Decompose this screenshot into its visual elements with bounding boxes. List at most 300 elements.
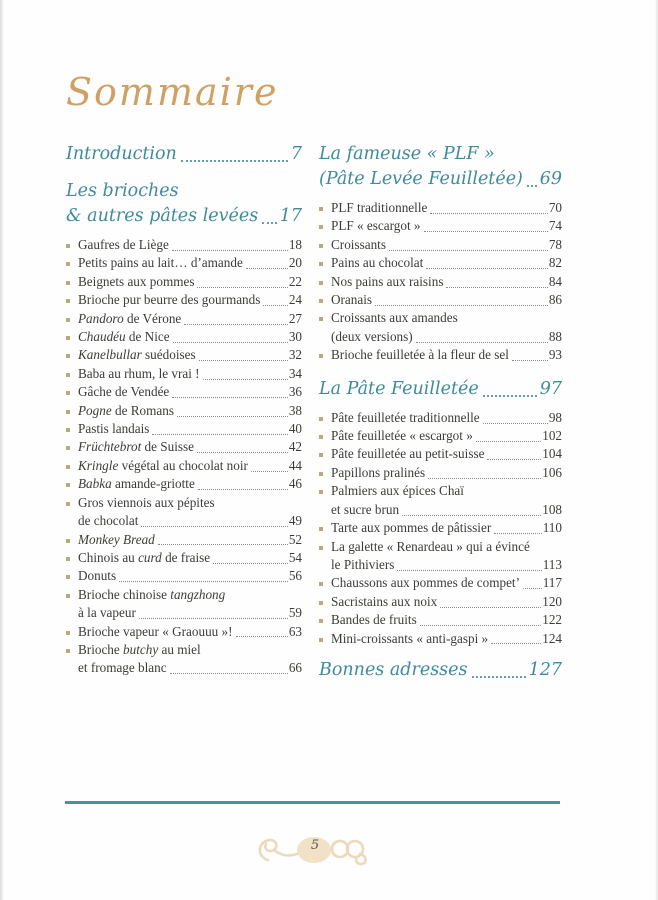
entry-label: Les brioches (66, 181, 179, 201)
dot-leader (476, 441, 541, 442)
toc-item-body (331, 593, 562, 611)
bullet-icon (319, 546, 323, 550)
bullet-icon (66, 391, 70, 395)
bullet-icon (66, 446, 70, 450)
dot-leader (424, 231, 548, 232)
toc-item-line (78, 531, 302, 549)
entry-label: Pâte feuilletée au petit-suisse (331, 446, 485, 462)
entry-label: Beignets aux pommes (78, 273, 195, 289)
toc-item-body (78, 586, 302, 623)
bullet-icon (66, 373, 70, 377)
entry-page-number: 66 (288, 660, 302, 676)
entry-label: et fromage blanc (78, 660, 167, 676)
dot-leader (483, 395, 537, 397)
toc-item-line (331, 501, 562, 519)
entry-page-number: 93 (548, 347, 562, 363)
toc-item-body (78, 402, 302, 420)
bullet-icon (319, 453, 323, 457)
entry-label: Brioche chinoise tangzhong (78, 586, 226, 602)
entry-page-number: 69 (539, 169, 562, 189)
entry-page-number: 104 (542, 446, 562, 462)
toc-item (319, 611, 562, 629)
entry-label: Introduction (66, 144, 177, 164)
toc-item (66, 494, 302, 531)
bullet-icon (66, 281, 70, 285)
dot-leader (483, 423, 548, 424)
entry-label: La Pâte Feuilletée (319, 378, 479, 399)
toc-item-body (78, 457, 302, 475)
toc-item-body (331, 217, 562, 235)
toc-item (319, 236, 562, 254)
toc-item-line (331, 630, 562, 648)
entry-label: Bonnes adresses (319, 659, 468, 680)
entry-label: Monkey Bread (78, 531, 155, 547)
toc-item-line (331, 538, 562, 556)
entry-page-number: 52 (288, 531, 302, 547)
bullet-icon (319, 490, 323, 494)
dot-leader (420, 625, 542, 626)
toc-item-line (78, 586, 302, 604)
toc-item-body (78, 567, 302, 585)
dot-leader (141, 526, 287, 527)
toc-item (66, 623, 302, 641)
entry-page-number: 49 (288, 513, 302, 529)
bullet-icon (319, 472, 323, 476)
dot-leader (184, 324, 288, 325)
toc-item (66, 236, 302, 254)
entry-label: Kringle végétal au chocolat noir (78, 457, 248, 473)
entry-page-number: 46 (288, 476, 302, 492)
toc-item-body (78, 236, 302, 254)
toc-item-body (78, 365, 302, 383)
toc-item-body (78, 438, 302, 456)
toc-item (319, 593, 562, 611)
entry-label: Bandes de fruits (331, 612, 417, 628)
entry-label: Gaufres de Liège (78, 237, 169, 252)
bullet-icon (66, 336, 70, 340)
toc-item-line (331, 346, 562, 364)
entry-page-number: 106 (542, 464, 562, 480)
dot-leader (181, 160, 288, 162)
bullet-icon (319, 317, 323, 321)
bullet-icon (319, 435, 323, 439)
toc-item-body (78, 346, 302, 364)
entry-label: Brioche vapeur « Graouuu »! (78, 623, 233, 639)
entry-page-number: 98 (548, 409, 562, 425)
entry-label: à la vapeur (78, 605, 136, 621)
entry-page-number: 120 (542, 593, 562, 609)
toc-item (319, 445, 562, 463)
toc-item-line (331, 574, 562, 592)
entry-page-number: 127 (528, 659, 562, 680)
toc-item-line (331, 427, 562, 445)
toc-item-body (331, 574, 562, 592)
bullet-icon (319, 262, 323, 266)
entry-label: Petits pains au lait… d’amande (78, 255, 243, 271)
toc-item-line (78, 567, 302, 585)
entry-page-number: 82 (548, 255, 562, 271)
toc-item-line (78, 420, 302, 438)
dot-leader (173, 342, 288, 343)
toc-item (66, 549, 302, 567)
toc-item-line (331, 291, 562, 309)
dot-leader (440, 607, 541, 608)
toc-item-body (78, 641, 302, 678)
toc-item-body (331, 445, 562, 463)
entry-label: Brioche pur beurre des gourmands (78, 292, 261, 308)
toc-item-body (78, 549, 302, 567)
toc-section (319, 377, 562, 648)
bullet-icon (66, 318, 70, 322)
entry-label: Palmiers aux épices Chaï (331, 483, 464, 499)
toc-item (66, 531, 302, 549)
entry-page-number: 32 (288, 347, 302, 363)
toc-item-line (78, 475, 302, 493)
entry-page-number: 24 (288, 292, 302, 308)
toc-item-line (331, 409, 562, 427)
entry-page-number: 27 (288, 310, 302, 326)
dot-leader (416, 342, 548, 343)
entry-page-number: 36 (288, 384, 302, 400)
entry-page-number: 110 (542, 520, 562, 536)
toc-item-line (331, 199, 562, 217)
toc-item-body (78, 531, 302, 549)
entry-page-number: 22 (288, 273, 302, 289)
toc-item (319, 409, 562, 427)
bullet-icon (319, 601, 323, 605)
bullet-icon (66, 631, 70, 635)
toc-section-items (319, 409, 562, 648)
toc-item-body (331, 236, 562, 254)
entry-label: Croissants aux amandes (331, 310, 458, 326)
toc-item-body (78, 310, 302, 328)
toc-item-line (331, 445, 562, 463)
toc-item-body (78, 383, 302, 401)
toc-item (66, 383, 302, 401)
entry-label: (deux versions) (331, 328, 413, 344)
entry-page-number: 102 (542, 428, 562, 444)
bullet-icon (319, 299, 323, 303)
bullet-icon (319, 244, 323, 248)
entry-label: Pâte feuilletée traditionnelle (331, 409, 480, 425)
entry-label: Oranais (331, 292, 373, 308)
entry-label: Kanelbullar suédoises (78, 347, 196, 363)
toc-item-line (331, 328, 562, 346)
toc-item (66, 365, 302, 383)
toc-item (319, 464, 562, 482)
toc-item-body (331, 291, 562, 309)
toc-item-line (331, 593, 562, 611)
toc-entry (319, 658, 562, 683)
toc-item (319, 482, 562, 519)
dot-leader (426, 268, 548, 269)
toc-item (66, 475, 302, 493)
dot-leader (119, 581, 288, 582)
toc-item-line (78, 457, 302, 475)
toc-item-body (331, 254, 562, 272)
toc-item-body (78, 254, 302, 272)
toc-item-body (78, 291, 302, 309)
toc-item-body (331, 482, 562, 519)
toc-item-line (78, 254, 302, 272)
entry-label: PLF traditionnelle (331, 200, 428, 215)
toc-item (319, 519, 562, 537)
toc-item (319, 574, 562, 592)
bullet-icon (66, 575, 70, 579)
bullet-icon (66, 539, 70, 543)
entry-page-number: 20 (288, 255, 302, 271)
toc-item-body (78, 494, 302, 531)
dot-leader (172, 397, 288, 398)
toc-item (66, 254, 302, 272)
toc-item-line (331, 464, 562, 482)
entry-page-number: 17 (279, 206, 302, 226)
entry-label: Tarte aux pommes de pâtissier (331, 520, 492, 536)
entry-page-number: 70 (548, 200, 562, 215)
dot-leader (139, 618, 288, 619)
toc-item-line (78, 549, 302, 567)
toc-item (66, 273, 302, 291)
bullet-icon (319, 638, 323, 642)
toc-item (66, 346, 302, 364)
dot-leader (263, 305, 287, 306)
dot-leader (158, 544, 288, 545)
toc-item-body (331, 273, 562, 291)
toc-item-line (331, 519, 562, 537)
toc-section-items (66, 236, 302, 678)
page-title: Sommaire (66, 70, 279, 114)
toc-item-line (78, 236, 302, 254)
toc-item-body (331, 309, 562, 346)
toc-item (319, 254, 562, 272)
toc-item-line (78, 494, 302, 512)
toc-item-line (78, 328, 302, 346)
entry-label: Brioche feuilletée à la fleur de sel (331, 347, 509, 363)
bullet-icon (66, 465, 70, 469)
bullet-icon (319, 527, 323, 531)
toc-item-body (331, 611, 562, 629)
toc-item-line (78, 641, 302, 659)
toc-item-body (331, 538, 562, 575)
bullet-icon (66, 428, 70, 432)
toc-item-body (331, 427, 562, 445)
toc-item (319, 346, 562, 364)
entry-label: Nos pains aux raisins (331, 273, 444, 289)
dot-leader (213, 563, 288, 564)
toc-item-line (78, 291, 302, 309)
toc-item-line (331, 482, 562, 500)
entry-page-number: 56 (288, 568, 302, 584)
toc-entry (66, 142, 302, 167)
bullet-icon (66, 410, 70, 414)
bullet-icon (319, 354, 323, 358)
toc-item (66, 567, 302, 585)
entry-page-number: 124 (542, 630, 562, 646)
toc-item-line (331, 611, 562, 629)
dot-leader (152, 434, 287, 435)
entry-page-number: 88 (548, 328, 562, 344)
dot-leader (246, 268, 288, 269)
dot-leader (172, 250, 288, 251)
toc-section-title (319, 142, 562, 167)
dot-leader (487, 459, 541, 460)
toc-item-line (78, 512, 302, 530)
toc-item-body (78, 475, 302, 493)
toc-column-left (66, 142, 302, 678)
bullet-icon (319, 225, 323, 229)
dot-leader (197, 452, 288, 453)
toc-item-body (331, 409, 562, 427)
bullet-icon (319, 281, 323, 285)
dot-leader (430, 213, 547, 214)
toc-column-right (319, 142, 562, 683)
bullet-icon (319, 619, 323, 623)
entry-label: Chaudéu de Nice (78, 329, 170, 345)
bullet-icon (66, 262, 70, 266)
dot-leader (494, 533, 541, 534)
toc-item-line (78, 659, 302, 677)
dot-leader (203, 379, 288, 380)
entry-label: Babka amande-griotte (78, 476, 195, 492)
dot-leader (491, 643, 541, 644)
toc-item-body (78, 273, 302, 291)
toc-item-body (331, 519, 562, 537)
dot-leader (512, 360, 548, 361)
toc-item-body (331, 346, 562, 364)
entry-label: Gâche de Vendée (78, 384, 170, 400)
toc-item-line (78, 365, 302, 383)
bullet-icon (66, 299, 70, 303)
bullet-icon (66, 483, 70, 487)
dot-leader (397, 570, 541, 571)
entry-label: La fameuse « PLF » (319, 144, 495, 164)
toc-item (319, 217, 562, 235)
toc-item-body (78, 420, 302, 438)
toc-item (66, 438, 302, 456)
page-edge-left (0, 0, 4, 900)
toc-section (319, 142, 562, 365)
entry-label: Papillons pralinés (331, 464, 426, 480)
entry-page-number: 113 (542, 556, 562, 572)
footer-rule (65, 801, 560, 804)
entry-label: Pandoro de Vérone (78, 310, 182, 326)
toc-item-line (331, 217, 562, 235)
toc-item-line (331, 556, 562, 574)
entry-page-number: 18 (288, 237, 302, 252)
toc-item-line (331, 309, 562, 327)
entry-label: Pâte feuilletée « escargot » (331, 428, 473, 444)
bullet-icon (66, 594, 70, 598)
toc-item (66, 420, 302, 438)
toc-item (66, 457, 302, 475)
bullet-icon (66, 502, 70, 506)
toc-item (319, 427, 562, 445)
entry-page-number: 44 (288, 457, 302, 473)
toc-item (66, 291, 302, 309)
entry-page-number: 34 (288, 365, 302, 381)
entry-page-number: 63 (288, 623, 302, 639)
toc-item-body (78, 623, 302, 641)
entry-page-number: 40 (288, 421, 302, 437)
toc-item (66, 641, 302, 678)
entry-page-number: 30 (288, 329, 302, 345)
entry-page-number: 7 (290, 144, 302, 164)
bullet-icon (319, 417, 323, 421)
toc-item (319, 199, 562, 217)
dot-leader (375, 305, 548, 306)
dot-leader (262, 222, 276, 224)
dot-leader (446, 287, 547, 288)
toc-item-line (78, 310, 302, 328)
entry-page-number: 117 (542, 575, 562, 591)
entry-page-number: 122 (542, 612, 562, 628)
toc-item-line (78, 273, 302, 291)
entry-page-number: 59 (288, 605, 302, 621)
dot-leader (389, 250, 548, 251)
entry-label: de chocolat (78, 513, 139, 529)
bullet-icon (66, 244, 70, 248)
toc-item-line (78, 383, 302, 401)
toc-item-line (78, 402, 302, 420)
dot-leader (527, 185, 537, 187)
toc-item-line (78, 346, 302, 364)
bullet-icon (66, 649, 70, 653)
bullet-icon (319, 582, 323, 586)
entry-label: Gros viennois aux pépites (78, 494, 215, 510)
dot-leader (251, 471, 288, 472)
toc-item (66, 586, 302, 623)
entry-page-number: 108 (542, 501, 562, 517)
entry-label: Mini-croissants « anti-gaspi » (331, 630, 489, 646)
dot-leader (197, 287, 287, 288)
entry-page-number: 86 (548, 292, 562, 308)
bullet-icon (66, 557, 70, 561)
entry-page-number: 42 (288, 439, 302, 455)
toc-item-body (331, 464, 562, 482)
toc-item (66, 328, 302, 346)
entry-page-number: 78 (548, 236, 562, 252)
entry-label: Pogne de Romans (78, 402, 174, 418)
entry-label: Chinois au curd de fraise (78, 549, 211, 565)
entry-label: & autres pâtes levées (66, 206, 259, 226)
entry-label: Chaussons aux pommes de compet’ (331, 575, 520, 591)
toc-item-body (331, 199, 562, 217)
toc-item-body (331, 630, 562, 648)
entry-label: Früchtebrot de Suisse (78, 439, 194, 455)
entry-label: Donuts (78, 568, 117, 584)
toc-item (319, 309, 562, 346)
entry-label: PLF « escargot » (331, 218, 421, 234)
page-number: 5 (310, 838, 320, 853)
toc-item-line (331, 236, 562, 254)
dot-leader (236, 636, 288, 637)
toc-section (66, 179, 302, 678)
entry-page-number: 97 (539, 378, 562, 399)
toc-item (319, 538, 562, 575)
entry-label: Pains au chocolat (331, 255, 424, 271)
dot-leader (428, 478, 541, 479)
bullet-icon (319, 207, 323, 211)
dot-leader (198, 489, 288, 490)
entry-page-number: 38 (288, 402, 302, 418)
dot-leader (170, 673, 288, 674)
toc-item-line (331, 273, 562, 291)
entry-label: et sucre brun (331, 501, 400, 517)
toc-item-line (78, 623, 302, 641)
toc-item (66, 402, 302, 420)
toc-item (319, 273, 562, 291)
toc-item-line (78, 438, 302, 456)
